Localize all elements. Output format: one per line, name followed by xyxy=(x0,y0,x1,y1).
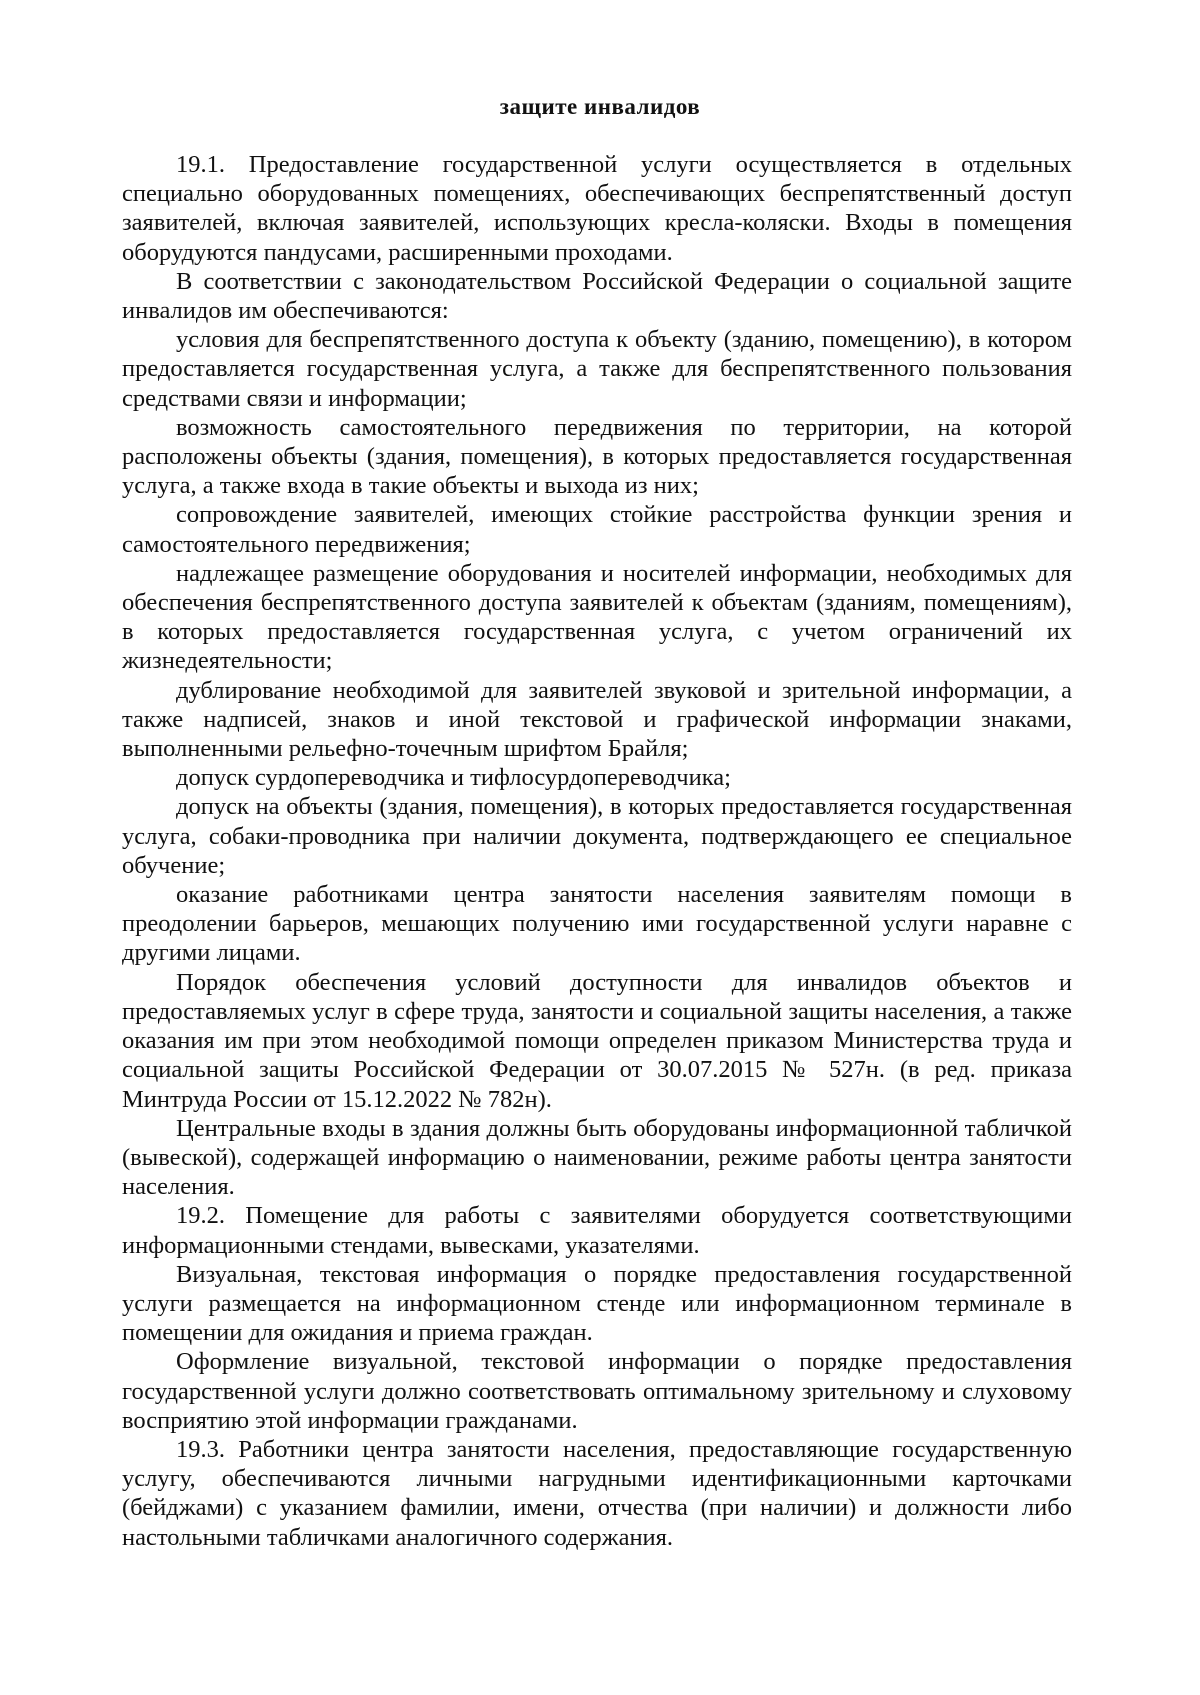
paragraph-braille: дублирование необходимой для заявителей звуковой и зрительной информации, а также надписей, знаков и иной текстовой и графической информации знаками, выполненными рельефно-точечным шрифтом Брайля; xyxy=(122,676,1072,763)
paragraph-legislation: В соответствии с законодательством Российской Федерации о социальной защите инвалидов им обеспечиваются: xyxy=(122,267,1072,325)
section-heading: защите инвалидов xyxy=(499,94,701,119)
paragraph-order: Порядок обеспечения условий доступности для инвалидов объектов и предоставляемых услуг в сфере труда, занятости и социальной защиты населения, а также оказания им при этом необходимой помощи определен приказом Министерства труда и социальной защиты Российской Федерации от 30.07.2015 № 527н. (в ред. приказа Минтруда России от 15.12.2022 № 782н). xyxy=(122,968,1072,1113)
paragraph-visual-info: Визуальная, текстовая информация о порядке предоставления государственной услуги размещается на информационном стенде или информационном терминале в помещении для ожидания и приема граждан. xyxy=(122,1260,1072,1347)
paragraph-19-1: 19.1. Предоставление государственной услуги осуществляется в отдельных специально оборудованных помещениях, обеспечивающих беспрепятственный доступ заявителей, включая заявителей, использующих кресла-коляски. Входы в помещения оборудуются пандусами, расширенными проходами. xyxy=(122,151,1072,266)
document-body xyxy=(122,150,1072,1552)
paragraph-movement: возможность самостоятельного передвижения по территории, на которой расположены объекты (здания, помещения), в которых предоставляется государственная услуга, а также входа в такие объекты и выхода из них; xyxy=(122,413,1072,500)
paragraph-interpreter: допуск сурдопереводчика и тифлосурдопереводчика; xyxy=(176,764,731,792)
paragraph-staff-assistance: оказание работниками центра занятости населения заявителям помощи в преодолении барьеров, мешающих получению ими государственной услуги наравне с другими лицами. xyxy=(122,881,1072,967)
paragraph-19-3: 19.3. Работники центра занятости населения, предоставляющие государственную услугу, обеспечиваются личными нагрудными идентификационными карточками (бейджами) с указанием фамилии, имени, отчества (при наличии) и должности либо настольными табличками аналогичного содержания. xyxy=(122,1435,1072,1551)
paragraph-entrances: Центральные входы в здания должны быть оборудованы информационной табличкой (вывеской), содержащей информацию о наименовании, режиме работы центра занятости населения. xyxy=(122,1114,1072,1201)
paragraph-info-design: Оформление визуальной, текстовой информации о порядке предоставления государственной услуги должно соответствовать оптимальному зрительному и слуховому восприятию этой информации гражданами. xyxy=(122,1348,1072,1434)
paragraph-equipment-placement: надлежащее размещение оборудования и носителей информации, необходимых для обеспечения беспрепятственного доступа заявителей к объектам (зданиям, помещениям), в которых предоставляется государственная услуга, с учетом ограничений их жизнедеятельности; xyxy=(122,559,1072,675)
paragraph-escort: сопровождение заявителей, имеющих стойкие расстройства функции зрения и самостоятельного передвижения; xyxy=(122,501,1072,558)
paragraph-access-conditions: условия для беспрепятственного доступа к объекту (зданию, помещению), в котором предоставляется государственная услуга, а также для беспрепятственного пользования средствами связи и информации; xyxy=(122,326,1072,412)
paragraph-guide-dog: допуск на объекты (здания, помещения), в которых предоставляется государственная услуга, собаки-проводника при наличии документа, подтверждающего ее специальное обучение; xyxy=(122,793,1072,879)
paragraph-19-2: 19.2. Помещение для работы с заявителями оборудуется соответствующими информационными стендами, вывесками, указателями. xyxy=(122,1202,1072,1259)
